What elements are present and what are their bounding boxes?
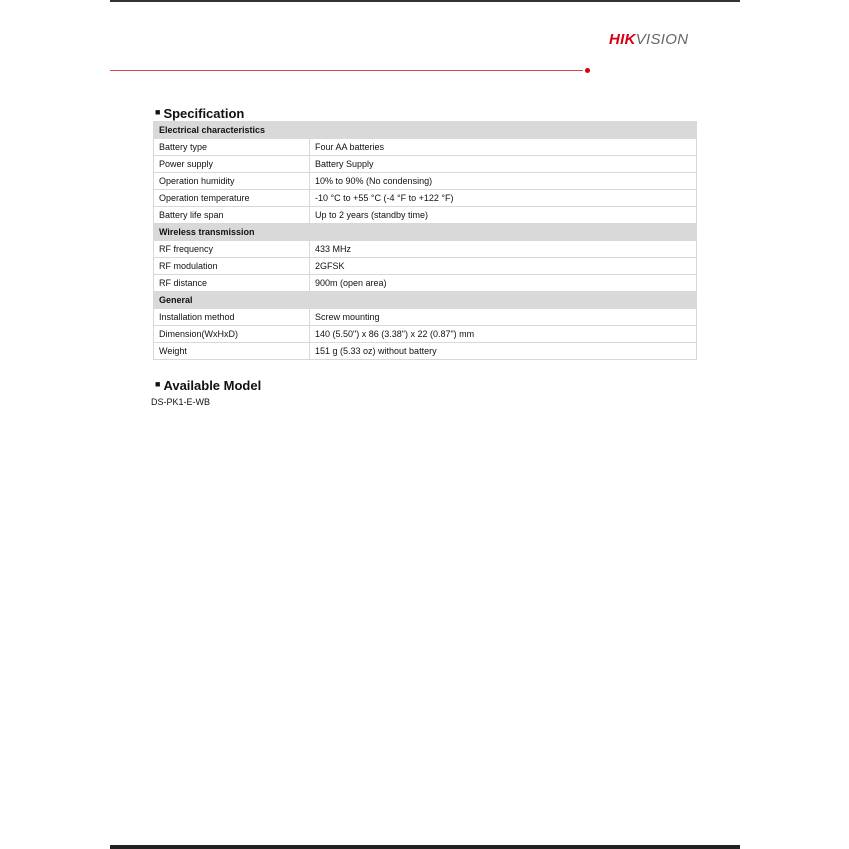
table-row — [154, 326, 697, 343]
model-name: DS-PK1-E-WB — [151, 397, 211, 407]
spec-value: Four AA batteries — [310, 139, 697, 156]
spec-value: 900m (open area) — [310, 275, 697, 292]
spec-value: 433 MHz — [310, 241, 697, 258]
spec-value: 10% to 90% (No condensing) — [310, 173, 697, 190]
spec-value: Screw mounting — [310, 309, 697, 326]
spec-label: RF distance — [154, 275, 310, 292]
spec-label: Dimension(WxHxD) — [154, 326, 310, 343]
spec-label: Power supply — [154, 156, 310, 173]
specification-heading: ■ Specification — [155, 106, 245, 121]
spec-label: RF frequency — [154, 241, 310, 258]
spec-label: Battery life span — [154, 207, 310, 224]
table-row — [154, 156, 697, 173]
spec-value: Battery Supply — [310, 156, 697, 173]
table-row — [154, 241, 697, 258]
divider-dot — [585, 68, 590, 73]
spec-value: 140 (5.50") x 86 (3.38") x 22 (0.87") mm — [310, 326, 697, 343]
table-row — [154, 207, 697, 224]
spec-label: RF modulation — [154, 258, 310, 275]
table-row — [154, 139, 697, 156]
spec-value: 151 g (5.33 oz) without battery — [310, 343, 697, 360]
section-header — [154, 292, 697, 309]
section-title: Electrical characteristics — [154, 122, 697, 139]
spec-value: Up to 2 years (standby time) — [310, 207, 697, 224]
spec-label: Installation method — [154, 309, 310, 326]
table-row — [154, 258, 697, 275]
spec-label: Weight — [154, 343, 310, 360]
bottom-border — [110, 845, 740, 849]
spec-value: 2GFSK — [310, 258, 697, 275]
table-row — [154, 275, 697, 292]
spec-label: Operation temperature — [154, 190, 310, 207]
section-title: Wireless transmission — [154, 224, 697, 241]
hikvision-logo: HIKVISION — [609, 31, 689, 48]
header-divider — [110, 70, 583, 71]
section-title: General — [154, 292, 697, 309]
table-row — [154, 343, 697, 360]
top-border — [110, 0, 740, 2]
spec-label: Operation humidity — [154, 173, 310, 190]
section-header — [154, 122, 697, 139]
table-row — [154, 190, 697, 207]
section-header — [154, 224, 697, 241]
spec-table — [153, 121, 697, 360]
spec-label: Battery type — [154, 139, 310, 156]
table-row — [154, 173, 697, 190]
available-model-heading: ■ Available Model — [155, 378, 262, 393]
table-row — [154, 309, 697, 326]
spec-value: -10 °C to +55 °C (-4 °F to +122 °F) — [310, 190, 697, 207]
